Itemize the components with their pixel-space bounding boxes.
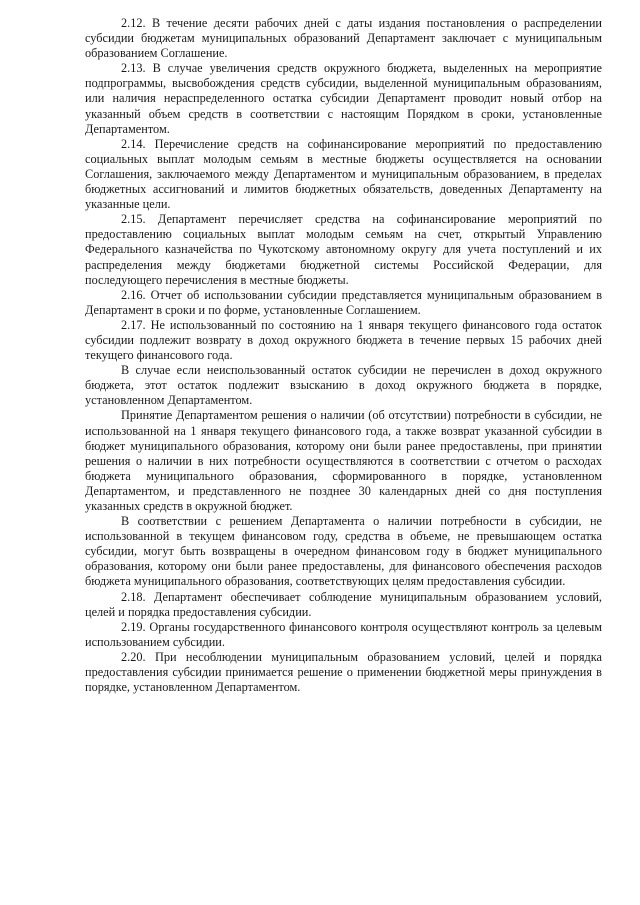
paragraph-2-16: 2.16. Отчет об использовании субсидии представляется муниципальным образованием в Департамент в сроки и по форме, установленные Соглашением. — [85, 287, 602, 317]
paragraph-2-19: 2.19. Органы государственного финансового контроля осуществляют контроль за целевым использованием субсидии. — [85, 619, 602, 649]
paragraph-2-17: 2.17. Не использованный по состоянию на 1 января текущего финансового года остаток субсидии подлежит возврату в доход окружного бюджета в течение первых 15 рабочих дней текущего финансового года. — [85, 317, 602, 363]
document-body — [85, 16, 602, 695]
paragraph-2-14: 2.14. Перечисление средств на софинансирование мероприятий по предоставлению социальных выплат молодым семьям в местные бюджеты осуществляется на основании Соглашения, заключаемого между Департаментом и муниципальным образованием, в пределах бюджетных ассигнований и лимитов бюджетных обязательств, доведенных Департаменту на указанные цели. — [85, 136, 602, 212]
paragraph-2-12: 2.12. В течение десяти рабочих дней с даты издания постановления о распределении субсидии бюджетам муниципальных образований Департамент заключает с муниципальным образованием Соглашение. — [85, 16, 602, 61]
paragraph-2-20: 2.20. При несоблюдении муниципальным образованием условий, целей и порядка предоставления субсидии принимается решение о применении бюджетной меры принуждения в порядке, установленном Департаментом. — [85, 649, 602, 695]
paragraph-2-18: 2.18. Департамент обеспечивает соблюдение муниципальным образованием условий, целей и порядка предоставления субсидии. — [85, 589, 602, 619]
paragraph-2-13: 2.13. В случае увеличения средств окружного бюджета, выделенных на мероприятие подпрограммы, высвобождения средств субсидии, выделенной муниципальным образованиям, или наличия нераспределенного остатка субсидии Департамент проводит новый отбор на указанный объем средств в соответствии с настоящим Порядком в сроки, установленные Департаментом. — [85, 61, 602, 136]
paragraph-2-15: 2.15. Департамент перечисляет средства на софинансирование мероприятий по предоставлению социальных выплат молодым семьям на счет, открытый Управлению Федерального казначейства по Чукотскому автономному округу для учета поступлений и их распределения между бюджетами бюджетной системы Российской Федерации, для последующего перечисления в местные бюджеты. — [85, 212, 602, 287]
paragraph-2-17-return: В соответствии с решением Департамента о наличии потребности в субсидии, не использованной в текущем финансовом году, средства в объеме, не превышающем остатка субсидии, могут быть возвращены в очередном финансовом году в бюджет муниципального образования, которому они были ранее предоставлены, для финансового обеспечения расходов бюджета муниципального образования, соответствующих целям предоставления субсидии. — [85, 514, 602, 589]
paragraph-2-17-recovery: В случае если неиспользованный остаток субсидии не перечислен в доход окружного бюджета, этот остаток подлежит взысканию в доход окружного бюджета в порядке, установленном Департаментом. — [85, 363, 602, 408]
paragraph-2-17-decision: Принятие Департаментом решения о наличии (об отсутствии) потребности в субсидии, не использованной на 1 января текущего финансового года, а также возврат указанной субсидии в бюджет муниципального образования, которому они были ранее предоставлены, при принятии решения о наличии в них потребности осуществляются в соответствии с отчетом о расходах бюджета муниципального образования, сформированного в порядке, установленном Департаментом, и представленного не позднее 30 календарных дней со дня поступления указанных средств в окружной бюджет. — [85, 408, 602, 513]
